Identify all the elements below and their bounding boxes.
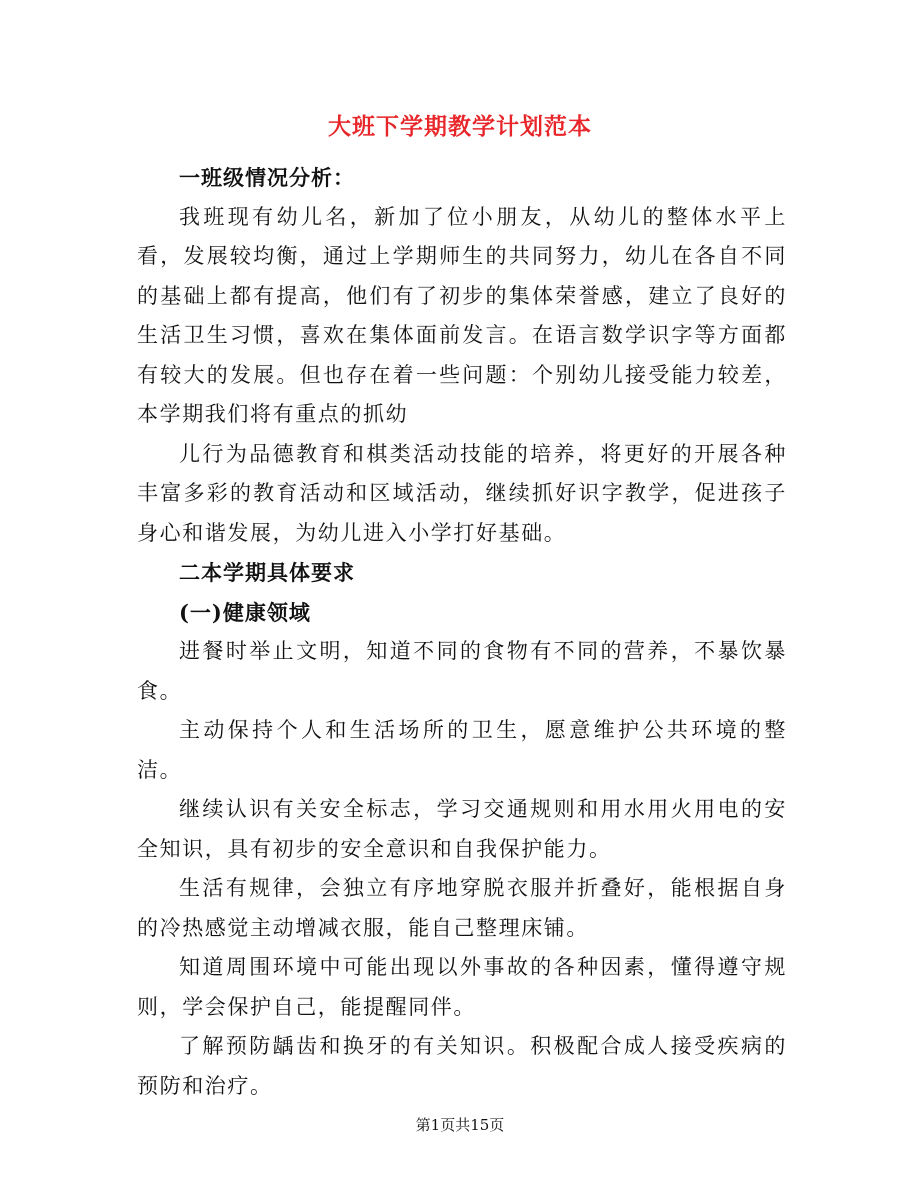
paragraph-health-item-2: 主动保持个人和生活场所的卫生，愿意维护公共环境的整洁。 [137,718,787,782]
paragraph-class-goals: 儿行为品德教育和棋类活动技能的培养，将更好的开展各种丰富多彩的教育活动和区域活动，继续抓好识字教学，促进孩子身心和谐发展，为幼儿进入小学打好基础。 [137,441,787,545]
paragraph-health-item-1: 进餐时举止文明，知道不同的食物有不同的营养，不暴饮暴食。 [137,639,787,703]
page-number: 第1页共15页 [415,1116,505,1134]
section-heading-requirements: 二本学期具体要求 [179,560,355,585]
paragraph-health-item-5: 知道周围环境中可能出现以外事故的各种因素，懂得遵守规则，学会保护自己，能提醒同伴。 [137,955,787,1019]
paragraph-health-item-3: 继续认识有关安全标志，学习交通规则和用水用火用电的安全知识，具有初步的安全意识和自我保护能力。 [137,797,787,861]
paragraph-class-overview: 我班现有幼儿名，新加了位小朋友，从幼儿的整体水平上看，发展较均衡，通过上学期师生的共同努力，幼儿在各自不同的基础上都有提高，他们有了初步的集体荣誉感，建立了良好的生活卫生习惯，喜欢在集体面前发言。在语言数学识字等方面都有较大的发展。但也存在着一些问题：个别幼儿接受能力较差，本学期我们将有重点的抓幼 [137,204,787,426]
document-body [137,158,787,1106]
section-heading-health: (一)健康领域 [179,599,311,625]
paragraph-health-item-6: 了解预防龋齿和换牙的有关知识。积极配合成人接受疾病的预防和治疗。 [137,1034,787,1098]
document-title: 大班下学期教学计划范本 [328,113,592,140]
paragraph-health-item-4: 生活有规律，会独立有序地穿脱衣服并折叠好，能根据自身的冷热感觉主动增减衣服，能自己整理床铺。 [137,876,787,940]
section-heading-class-analysis: 一班级情况分析： [179,165,355,190]
